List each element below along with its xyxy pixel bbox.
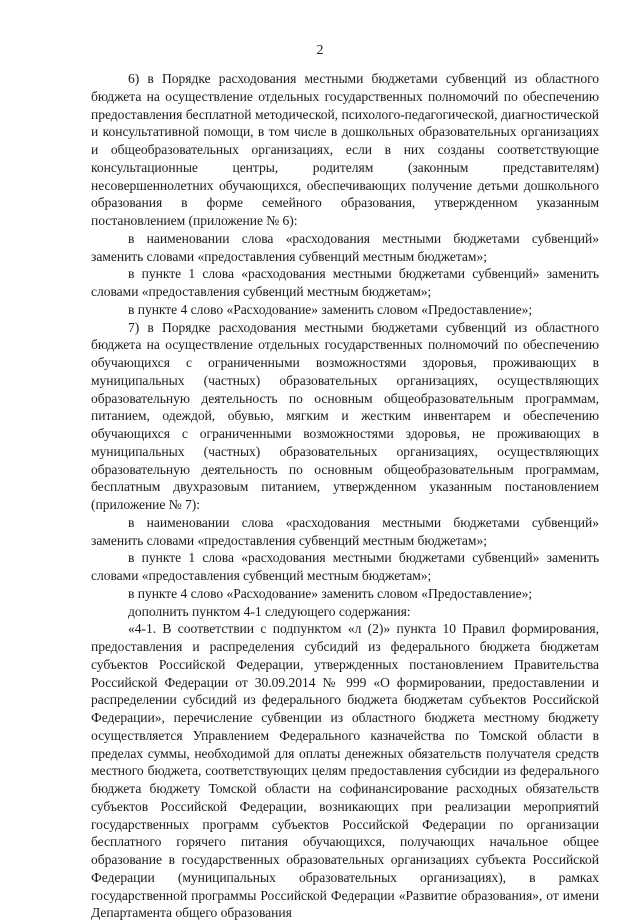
paragraph-amend-point-1: в пункте 1 слова «расходования местными бюджетами субвенций» заменить словами «предоставления субвенций местным бюджетам»; <box>91 266 599 299</box>
paragraph-amend-point-4: в пункте 4 слово «Расходование» заменить словом «Предоставление»; <box>128 585 533 601</box>
paragraph-item-6: 6) в Порядке расходования местными бюджетами субвенций из областного бюджета на осуществление отдельных государственных полномочий по обеспечению предоставления бесплатной методической, психолого-педагогической, диагностической и консультативной помощи, в том числе в дошкольных образовательных организациях и общеобразовательных организациях, если в них созданы соответствующие консультационные центры, родителям (законным представителям) несовершеннолетних обучающихся, обеспечивающих получение детьми дошкольного образования в форме семейного образования, утвержденном указанным постановлением (приложение № 6): <box>91 71 599 228</box>
paragraph-amend-title: в наименовании слова «расходования местными бюджетами субвенций» заменить словами «предоставления субвенций местным бюджетам»; <box>91 514 599 548</box>
paragraph-amend-point-1: в пункте 1 слова «расходования местными бюджетами субвенций» заменить словами «предоставления субвенций местным бюджетам»; <box>91 550 599 583</box>
paragraph-amend-title: в наименовании слова «расходования местными бюджетами субвенций» заменить словами «предоставления субвенций местным бюджетам»; <box>91 230 599 264</box>
paragraph-amend-point-4: в пункте 4 слово «Расходование» заменить словом «Предоставление»; <box>128 301 533 317</box>
paragraph-point-4-1: «4-1. В соответствии с подпунктом «л (2)» пункта 10 Правил формирования, предоставления и распределения субсидий из федерального бюджета бюджетам субъектов Российской Федерации, утвержденных постановлением Правительства Российской Федерации от 30.09.2014 № 999 «О формировании, предоставлении и распределении субсидий из федерального бюджета бюджетам субъектов Российской Федерации», перечисление субвенции из областного бюджета местному бюджету осуществляется Управлением Федерального казначейства по Томской области в пределах суммы, необходимой для оплаты денежных обязательств получателя средств местного бюджета, соответствующих целям предоставления субсидии из федерального бюджета бюджету Томской области на софинансирование расходных обязательств субъектов Российской Федерации, возникающих при реализации мероприятий государственных программ субъектов Российской Федерации по организации бесплатного горячего питания обучающихся, получающих начальное общее образование в государственных образовательных организациях субъекта Российской Федерации (муниципальных образовательных организациях), в рамках государственной программы Российской Федерации «Развитие образования», от имени Департамента общего образования <box>91 621 599 921</box>
document-body <box>91 70 599 922</box>
page-number: 2 <box>316 43 324 58</box>
paragraph-item-7: 7) в Порядке расходования местными бюджетами субвенций из областного бюджета на осуществление отдельных государственных полномочий по обеспечению обучающихся с ограниченными возможностями здоровья, проживающих в муниципальных (частных) образовательных организациях, осуществляющих образовательную деятельность по основным общеобразовательным программам, питанием, одеждой, обувью, мягким и жестким инвентарем и обеспечению обучающихся с ограниченными возможностями здоровья, не проживающих в муниципальных (частных) образовательных организациях, осуществляющих образовательную деятельность по основным общеобразовательным программам, бесплатным двухразовым питанием, утвержденном указанным постановлением (приложение № 7): <box>91 319 599 512</box>
paragraph-add-point: дополнить пунктом 4-1 следующего содержания: <box>128 603 411 619</box>
